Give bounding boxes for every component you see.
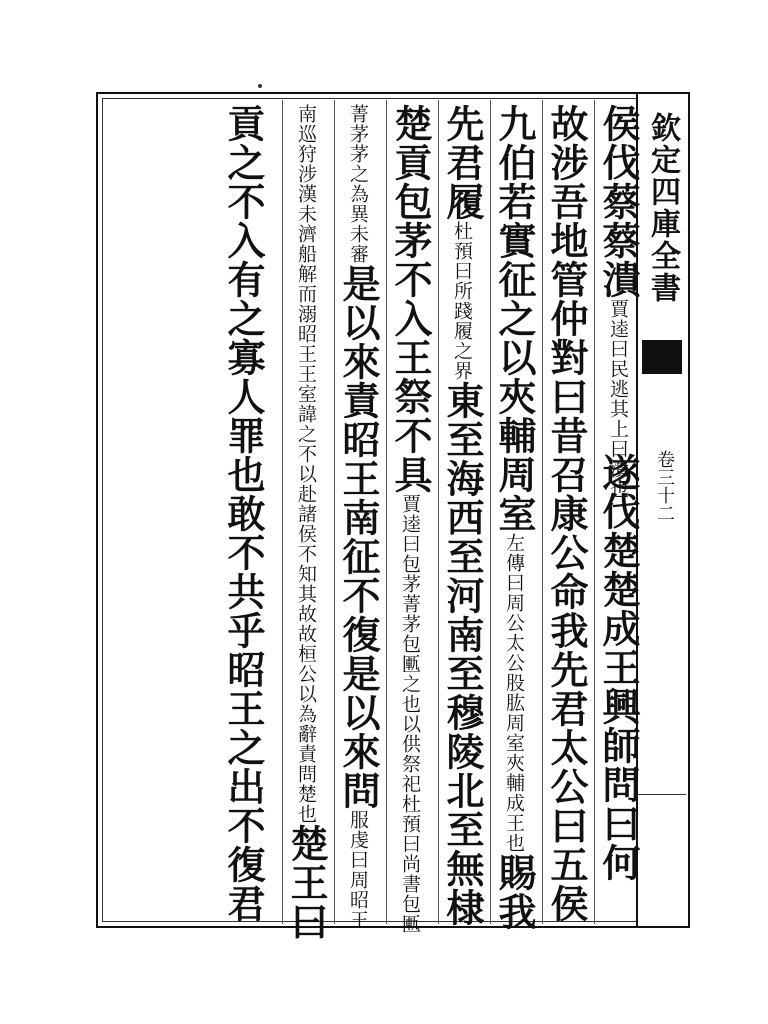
commentary-note: 賈逵曰民逃其上曰潰也 xyxy=(607,299,629,499)
main-text: 貢之不入有之寡人罪也敢不共乎昭王之出不復君 xyxy=(221,104,266,923)
text-column-3 xyxy=(490,100,537,931)
commentary-note: 南巡狩涉漢未濟船解而溺昭王王室諱之不以赴諸侯不知其故故桓公以為辭責問楚也 xyxy=(295,104,317,824)
main-text: 楚王曰 xyxy=(284,824,329,941)
ink-dot xyxy=(258,84,262,88)
commentary-note: 賈逵曰包茅菁茅包匭之也以供祭祀杜預曰尚書包匭 xyxy=(399,494,421,934)
commentary-note: 左傳曰周公太公股肱周室夾輔成王也 xyxy=(503,533,525,853)
text-column-4 xyxy=(438,100,485,927)
text-column-8 xyxy=(110,100,280,924)
text-column-6 xyxy=(334,100,381,930)
main-text: 賜我 xyxy=(492,853,537,931)
main-text: 東至海西至河南至穆陵北至無棣 xyxy=(440,381,485,927)
book-title: 欽定四庫全書 xyxy=(645,112,680,304)
main-text: 先君履 xyxy=(440,104,485,221)
commentary-note: 杜預曰所踐履之界 xyxy=(451,221,473,381)
book-page xyxy=(96,92,690,941)
commentary-note: 菁茅茅之為異未審 xyxy=(347,104,369,264)
text-column-5 xyxy=(386,100,433,934)
page-margin-band xyxy=(636,94,688,926)
volume-label: 卷三十二 xyxy=(654,450,675,522)
text-column-2 xyxy=(542,100,588,924)
margin-divider xyxy=(638,794,686,795)
fish-tail-mark xyxy=(642,340,682,374)
commentary-note: 服虔曰周昭王 xyxy=(347,810,369,930)
main-text: 侯伐蔡蔡潰 xyxy=(596,104,641,299)
main-text: 故涉吾地管仲對曰昔召康公命我先君太公曰五侯 xyxy=(544,104,589,923)
text-column-7 xyxy=(282,100,329,941)
main-text: 楚貢包茅不入王祭不具 xyxy=(388,104,433,494)
main-text: 遂伐楚楚成王興師問曰何 xyxy=(596,453,641,882)
main-text: 九伯若實征之以夾輔周室 xyxy=(492,104,537,533)
main-text: 是以來責昭王南征不復是以來問 xyxy=(336,264,381,810)
text-column-1 xyxy=(594,100,640,924)
